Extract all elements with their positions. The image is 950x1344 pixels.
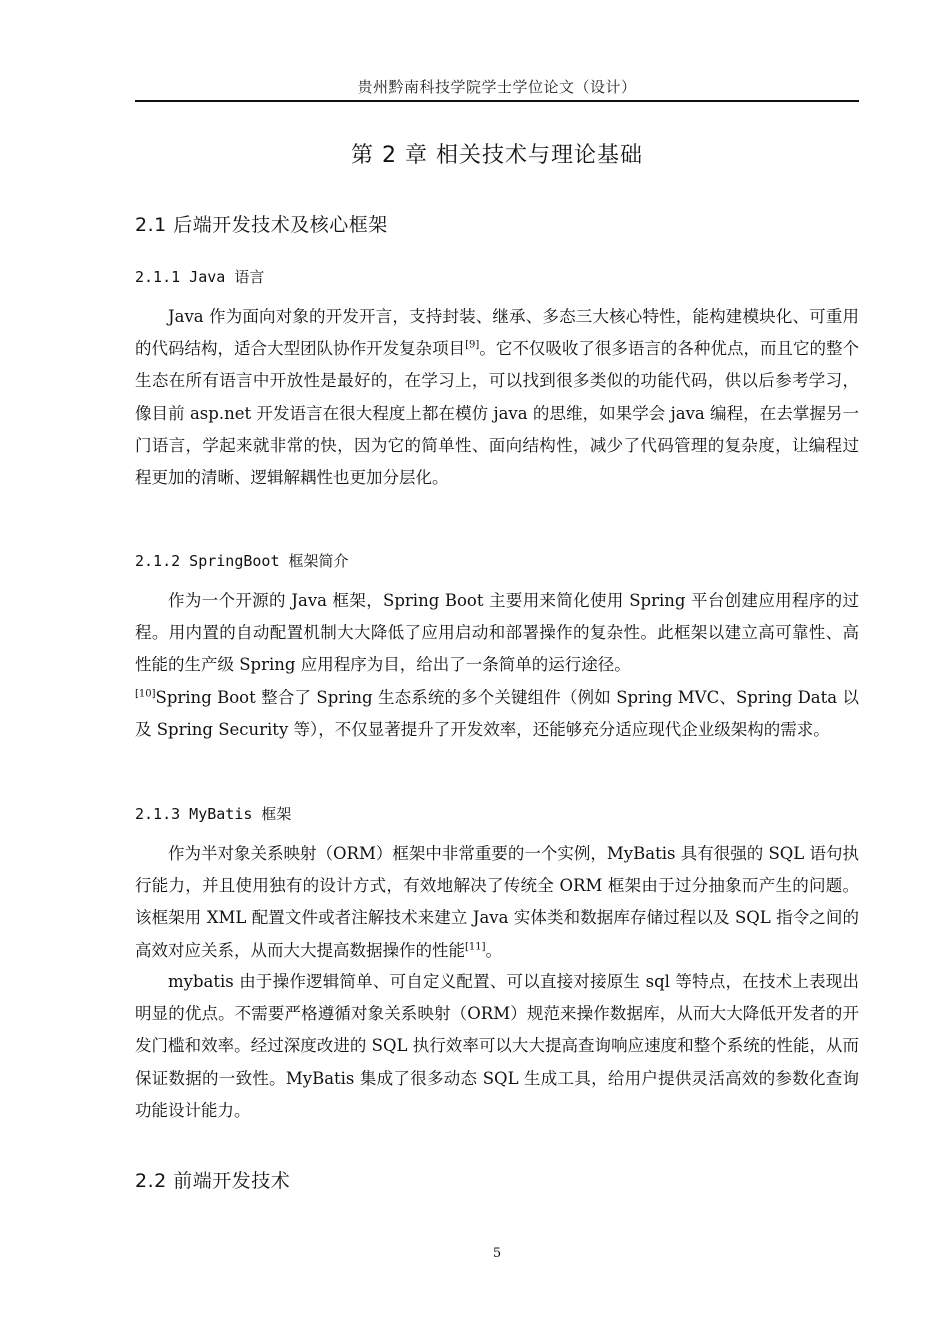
chapter-title: 第 2 章 相关技术与理论基础 bbox=[351, 143, 643, 168]
page-number: 5 bbox=[492, 1246, 502, 1261]
citation-11: [11] bbox=[465, 941, 486, 953]
paragraph-java-text-a: Java 作为面向对象的开发开言，支持封装、继承、多态三大核心特性，能构建模块化、可重用的代码结构，适合大型团队协作开发复杂项目 bbox=[135, 307, 859, 359]
paragraph-springboot: 作为一个开源的 Java 框架，Spring Boot 主要用来简化使用 Spring 平台创建应用程序的过程。用内置的自动配置机制大大降低了应用启动和部署操作的复杂性。此框架以建立高可靠性、高性能的生产级 Spring 应用程序为目，给出了一条简单的运行途径。 bbox=[135, 591, 859, 675]
section-heading-2-1-2: 2.1.2 SpringBoot 框架简介 bbox=[135, 552, 349, 570]
running-header: 贵州黔南科技学院学士学位论文（设计） bbox=[357, 78, 637, 96]
paragraph-mybatis-features: mybatis 由于操作逻辑简单、可自定义配置、可以直接对接原生 sql 等特点，在技术上表现出明显的优点。不需要严格遵循对象关系映射（ORM）规范来操作数据库，从而大大降低开发者的开发门槛和效率。经过深度改进的 SQL 执行效率可以大大提高查询响应速度和整个系统的性能，从而保证数据的一致性。MyBatis 集成了很多动态 SQL 生成工具，给用户提供灵活高效的参数化查询功能设计能力。 bbox=[135, 972, 859, 1120]
section-heading-2-2: 2.2 前端开发技术 bbox=[135, 1170, 291, 1192]
paragraph-springboot-continued bbox=[135, 682, 859, 746]
paragraph-mybatis-text-b: 。 bbox=[485, 940, 503, 960]
paragraph-springboot-continued-text: Spring Boot 整合了 Spring 生态系统的多个关键组件（例如 Spring MVC、Spring Data 以及 Spring Security 等），不仅显著提升了开发效率，还能够充分适应现代企业级架构的需求。 bbox=[135, 688, 859, 740]
citation-10: [10] bbox=[135, 688, 156, 700]
paragraph-java bbox=[135, 301, 859, 494]
section-heading-2-1-3: 2.1.3 MyBatis 框架 bbox=[135, 805, 292, 823]
paragraph-mybatis-text-a: 作为半对象关系映射（ORM）框架中非常重要的一个实例，MyBatis 具有很强的 SQL 语句执行能力，并且使用独有的设计方式，有效地解决了传统全 ORM 框架由于过分抽象而产生的问题。该框架用 XML 配置文件或者注解技术来建立 Java 实体类和数据库存储过程以及 SQL 指令之间的高效对应关系，从而大大提高数据操作的性能 bbox=[135, 844, 859, 960]
section-heading-2-1-1: 2.1.1 Java 语言 bbox=[135, 268, 265, 286]
paragraph-mybatis bbox=[135, 838, 859, 967]
citation-9: [9] bbox=[465, 339, 480, 351]
section-heading-2-1: 2.1 后端开发技术及核心框架 bbox=[135, 214, 388, 236]
paragraph-java-text-b: 。它不仅吸收了很多语言的各种优点，而且它的整个生态在所有语言中开放性是最好的，在学习上，可以找到很多类似的功能代码，供以后参考学习，像目前 asp.net 开发语言在很大程度上都在模仿 java 的思维，如果学会 java 编程，在去掌握另一门语言，学起来就非常的快，因为它的简单性、面向结构性，减少了代码管理的复杂度，让编程过程更加的清晰、逻辑解耦性也更加分层化。 bbox=[135, 339, 860, 488]
header-rule bbox=[135, 100, 859, 102]
